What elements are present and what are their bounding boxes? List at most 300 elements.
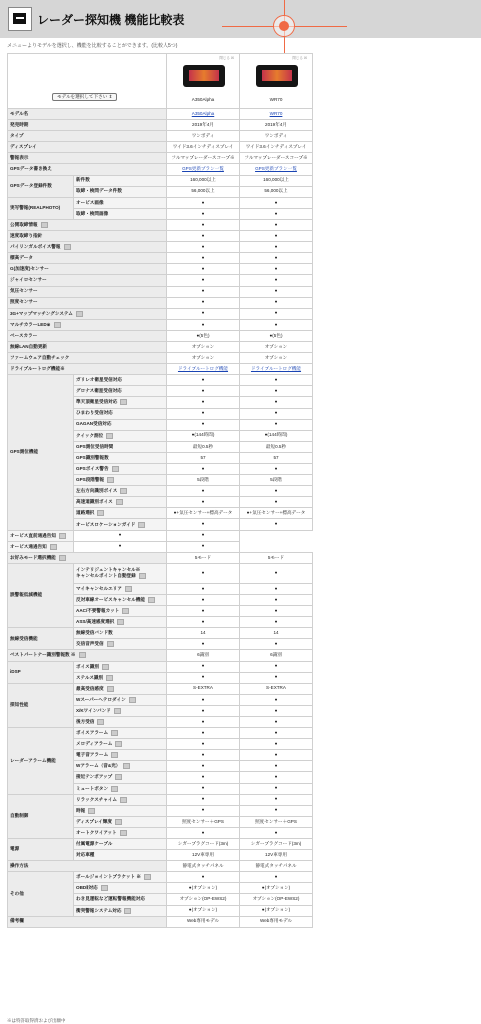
value-cell-1 bbox=[167, 364, 240, 375]
table-row bbox=[8, 628, 313, 639]
value-cell-2 bbox=[240, 186, 313, 197]
value-text: S-EXTRA bbox=[193, 685, 213, 691]
value-text: 最短0.5秒 bbox=[265, 443, 287, 449]
help-icon[interactable] bbox=[115, 741, 122, 747]
value-cell-1 bbox=[74, 530, 167, 541]
row-sub-text: 交信音声受信 bbox=[76, 641, 104, 647]
row-sub-label bbox=[74, 739, 167, 750]
row-sub-text: 最高受信感度 bbox=[76, 685, 104, 691]
value-cell-2 bbox=[240, 705, 313, 716]
value-text: ● bbox=[201, 254, 205, 260]
value-text: ● bbox=[201, 210, 205, 216]
row-sub-text: ボイス識別 bbox=[76, 663, 99, 669]
row-sub-text: オートクワイアット bbox=[76, 830, 117, 836]
value-cell-2 bbox=[240, 109, 313, 120]
table-row bbox=[8, 231, 313, 242]
value-cell-2 bbox=[240, 419, 313, 430]
value-cell-2 bbox=[240, 142, 313, 153]
close-icon[interactable]: 閉じる ☒ bbox=[292, 56, 307, 60]
value-text: 14 bbox=[273, 629, 279, 635]
row-sub-label bbox=[74, 606, 167, 617]
row-group-text: 照度センサー bbox=[10, 299, 38, 305]
row-sub-label bbox=[74, 772, 167, 783]
help-icon[interactable] bbox=[79, 652, 86, 658]
row-sub-text: 無線受信バンド数 bbox=[76, 629, 113, 635]
row-sub-text: マイキャンセルエリア bbox=[76, 586, 122, 592]
value-cell-2 bbox=[240, 916, 313, 927]
value-text: ● bbox=[274, 674, 278, 680]
help-icon[interactable] bbox=[102, 664, 109, 670]
value-text: ● bbox=[274, 521, 278, 527]
row-group-label bbox=[8, 175, 74, 197]
help-icon[interactable] bbox=[120, 830, 127, 836]
help-icon[interactable] bbox=[114, 708, 121, 714]
value-text: ● bbox=[274, 487, 278, 493]
value-cell-1 bbox=[167, 231, 240, 242]
help-icon[interactable] bbox=[76, 311, 83, 317]
row-group-label bbox=[8, 375, 74, 530]
value-link[interactable]: GPS更新プラン一覧 bbox=[182, 166, 224, 172]
value-text: シガープラグコード(3m) bbox=[177, 840, 229, 846]
value-text: ● bbox=[201, 718, 205, 724]
value-text: 2019年4月 bbox=[265, 121, 287, 127]
help-icon[interactable] bbox=[107, 686, 114, 692]
value-text: ワイド3.6インチディスプレイ bbox=[172, 144, 234, 150]
help-icon[interactable] bbox=[115, 774, 122, 780]
product-image bbox=[183, 65, 225, 87]
value-text: ● bbox=[274, 618, 278, 624]
row-sub-label bbox=[74, 583, 167, 594]
row-sub-label bbox=[8, 541, 74, 552]
row-group-text: 公開取締情報 bbox=[10, 222, 38, 228]
row-sub-label bbox=[74, 816, 167, 827]
value-cell-1 bbox=[167, 408, 240, 419]
value-text: ● bbox=[201, 421, 205, 427]
row-sub-label bbox=[74, 894, 167, 905]
value-text: ● bbox=[201, 729, 205, 735]
row-group-label bbox=[8, 219, 167, 230]
row-sub-text: リラックスチャイム bbox=[76, 796, 117, 802]
close-icon[interactable]: 閉じる ☒ bbox=[219, 56, 234, 60]
value-cell-2 bbox=[240, 716, 313, 727]
table-row bbox=[8, 861, 313, 872]
value-text: ● bbox=[274, 499, 278, 505]
row-group-text: 標高データ bbox=[10, 254, 33, 260]
row-sub-text: クイック測位 bbox=[76, 432, 104, 438]
row-group-text: その他 bbox=[10, 890, 24, 896]
value-cell-1 bbox=[167, 197, 240, 208]
value-cell-1 bbox=[167, 120, 240, 131]
value-text: ● bbox=[274, 696, 278, 702]
value-cell-1 bbox=[167, 805, 240, 816]
row-sub-label bbox=[74, 430, 167, 441]
row-sub-text: ガリレオ衛星受信対応 bbox=[76, 377, 122, 382]
row-group-label bbox=[8, 142, 167, 153]
row-group-text: 自動制御 bbox=[10, 813, 29, 819]
row-group-label bbox=[8, 552, 167, 563]
value-text: ● bbox=[201, 399, 205, 405]
value-text: ● bbox=[274, 729, 278, 735]
help-icon[interactable] bbox=[59, 533, 66, 539]
table-row bbox=[8, 661, 313, 672]
value-cell-1 bbox=[167, 606, 240, 617]
table-row bbox=[8, 275, 313, 286]
value-text: ● bbox=[274, 243, 278, 249]
table-row bbox=[8, 375, 313, 386]
value-link[interactable]: WR70 bbox=[269, 110, 283, 116]
value-cell-2 bbox=[240, 683, 313, 694]
row-group-text: ベストパートナー識別警報数 ※ bbox=[10, 652, 76, 658]
table-row bbox=[8, 219, 313, 230]
help-icon[interactable] bbox=[148, 597, 155, 603]
table-row bbox=[8, 839, 313, 850]
value-cell-2 bbox=[240, 164, 313, 175]
row-group-label bbox=[8, 364, 167, 375]
row-sub-label bbox=[74, 475, 167, 486]
value-text: ● bbox=[274, 321, 278, 327]
row-sub-label bbox=[74, 464, 167, 475]
row-sub-text: オービス通過告知 bbox=[10, 543, 47, 549]
row-sub-text: GPS測位受信時間 bbox=[76, 443, 114, 449]
help-icon[interactable] bbox=[120, 488, 127, 494]
help-icon[interactable] bbox=[111, 752, 118, 758]
value-text: ●(オプション) bbox=[188, 907, 218, 913]
value-cell-1 bbox=[167, 386, 240, 397]
value-text: ● bbox=[274, 377, 278, 382]
value-cell-1 bbox=[167, 916, 240, 927]
value-text: 5段階 bbox=[270, 476, 282, 482]
value-text: ● bbox=[201, 696, 205, 702]
row-sub-text: 左右方向識別ボイス bbox=[76, 488, 118, 494]
row-group-label bbox=[8, 253, 167, 264]
value-link[interactable]: ドライブルートログ機能 bbox=[177, 365, 229, 371]
value-text: ● bbox=[201, 521, 205, 527]
row-group-text: 警報表示 bbox=[10, 155, 29, 161]
value-text: ● bbox=[201, 707, 205, 713]
help-icon[interactable] bbox=[54, 322, 61, 328]
value-cell-2 bbox=[240, 430, 313, 441]
row-sub-text: 高速道識別ボイス bbox=[76, 499, 113, 505]
value-cell-2 bbox=[240, 905, 313, 916]
row-sub-label bbox=[74, 508, 167, 519]
value-cell-2 bbox=[240, 563, 313, 583]
row-group-label bbox=[8, 308, 167, 319]
help-icon[interactable] bbox=[123, 763, 130, 769]
row-sub-text: わき見運転など運転警報機能対応 bbox=[76, 896, 145, 902]
row-group-text: ディスプレイ bbox=[10, 144, 37, 150]
row-sub-label bbox=[74, 497, 167, 508]
help-icon[interactable] bbox=[120, 399, 127, 405]
row-group-text: GPS測位機能 bbox=[10, 449, 39, 455]
value-text: ● bbox=[274, 266, 278, 272]
value-text: ● bbox=[201, 596, 205, 602]
row-group-label bbox=[8, 341, 167, 352]
value-cell-1 bbox=[167, 153, 240, 164]
table-row bbox=[8, 153, 313, 164]
value-text: ● bbox=[274, 785, 278, 791]
table-row bbox=[8, 530, 313, 541]
help-icon[interactable] bbox=[101, 885, 108, 891]
row-sub-label bbox=[74, 594, 167, 605]
value-cell-1 bbox=[167, 275, 240, 286]
value-cell-2 bbox=[240, 131, 313, 142]
help-icon[interactable] bbox=[115, 819, 122, 825]
value-text: ● bbox=[201, 829, 205, 835]
table-row bbox=[8, 683, 313, 694]
value-cell-2 bbox=[240, 408, 313, 419]
value-text: オプション(OP-EWS2) bbox=[179, 896, 227, 902]
value-cell-2 bbox=[240, 650, 313, 661]
value-text: ワンボディ bbox=[191, 132, 215, 138]
help-icon[interactable] bbox=[97, 719, 104, 725]
value-cell-1 bbox=[167, 242, 240, 253]
value-text: ● bbox=[201, 785, 205, 791]
value-cell-1 bbox=[167, 109, 240, 120]
value-text: ● bbox=[201, 465, 205, 471]
value-text: 最短0.5秒 bbox=[192, 443, 214, 449]
product-cell-1 bbox=[167, 54, 240, 109]
row-group-label bbox=[8, 650, 167, 661]
row-group-text: GPSデータ書き換え bbox=[10, 166, 52, 172]
help-icon[interactable] bbox=[59, 555, 66, 561]
value-text: ● bbox=[201, 763, 205, 769]
value-cell-2 bbox=[240, 772, 313, 783]
help-icon[interactable] bbox=[117, 619, 124, 625]
help-icon[interactable] bbox=[88, 808, 95, 814]
value-text: Web専用モデル bbox=[186, 918, 220, 924]
value-cell-2 bbox=[240, 297, 313, 308]
row-sub-label bbox=[74, 794, 167, 805]
help-icon[interactable] bbox=[144, 874, 151, 880]
value-cell-2 bbox=[240, 872, 313, 883]
value-cell-1 bbox=[167, 628, 240, 639]
value-cell-2 bbox=[240, 253, 313, 264]
product-image bbox=[256, 65, 298, 87]
row-group-label bbox=[8, 109, 167, 120]
value-text: ワイド3.6インチディスプレイ bbox=[245, 144, 307, 150]
value-cell-2 bbox=[240, 628, 313, 639]
value-text: 5モード bbox=[267, 554, 285, 560]
value-cell-1 bbox=[167, 353, 240, 364]
value-cell-2 bbox=[240, 264, 313, 275]
help-icon[interactable] bbox=[97, 510, 104, 516]
row-group-label bbox=[8, 120, 167, 131]
value-cell-1 bbox=[167, 861, 240, 872]
value-cell-1 bbox=[167, 264, 240, 275]
value-cell-2 bbox=[240, 850, 313, 861]
row-sub-text: 取締・検問画像 bbox=[76, 210, 109, 216]
value-cell-1 bbox=[167, 739, 240, 750]
value-cell-2 bbox=[240, 617, 313, 628]
value-text: 57 bbox=[200, 454, 206, 460]
value-text: ● bbox=[201, 618, 205, 624]
row-sub-text: GAGAN受信対応 bbox=[76, 421, 112, 427]
value-cell-2 bbox=[240, 353, 313, 364]
value-cell-1 bbox=[167, 872, 240, 883]
row-sub-label bbox=[74, 397, 167, 408]
value-cell-1 bbox=[167, 519, 240, 530]
value-cell-1 bbox=[167, 783, 240, 794]
row-sub-label bbox=[74, 694, 167, 705]
table-row bbox=[8, 650, 313, 661]
help-icon[interactable] bbox=[107, 477, 114, 483]
model-select[interactable]: モデルを選択して下さい ⇕ bbox=[52, 93, 117, 102]
help-icon[interactable] bbox=[124, 908, 131, 914]
value-cell-1 bbox=[167, 186, 240, 197]
row-group-text: ジャイロセンサー bbox=[10, 277, 47, 283]
row-sub-text: オービス直前通過告知 bbox=[10, 532, 56, 538]
intro-text: メニューよりモデルを選択し、機能を比較することができます。(比較人5つ) bbox=[7, 43, 178, 49]
help-icon[interactable] bbox=[64, 244, 71, 250]
value-cell-1 bbox=[167, 728, 240, 739]
row-sub-label bbox=[74, 519, 167, 530]
value-text: 静電式タッチパネル bbox=[182, 862, 224, 868]
value-cell-1 bbox=[167, 850, 240, 861]
value-cell-1 bbox=[167, 375, 240, 386]
value-text: ●(オプション) bbox=[261, 885, 291, 891]
row-sub-text: 新件数 bbox=[76, 177, 90, 183]
help-icon[interactable] bbox=[111, 730, 118, 736]
row-group-label bbox=[8, 728, 74, 795]
value-text: ● bbox=[201, 674, 205, 680]
row-group-label bbox=[8, 872, 74, 916]
value-text: 56,000以上 bbox=[264, 188, 288, 194]
help-icon[interactable] bbox=[120, 797, 127, 803]
row-sub-text: オービス画像 bbox=[76, 199, 104, 205]
value-cell-1 bbox=[167, 761, 240, 772]
value-cell-1 bbox=[167, 464, 240, 475]
help-icon[interactable] bbox=[122, 608, 129, 614]
value-text: ● bbox=[201, 570, 205, 576]
value-cell-1 bbox=[167, 894, 240, 905]
value-text: ● bbox=[201, 499, 205, 505]
row-sub-text: OBDⅡ対応 bbox=[76, 885, 98, 891]
value-link[interactable]: A350Alpha bbox=[191, 110, 215, 116]
row-sub-label bbox=[74, 617, 167, 628]
value-text: 照度センサー＋GPS bbox=[182, 818, 224, 824]
value-link[interactable]: ドライブルートログ機能 bbox=[250, 365, 302, 371]
value-cell-1 bbox=[167, 816, 240, 827]
value-cell-2 bbox=[240, 197, 313, 208]
value-text: ● bbox=[274, 607, 278, 613]
value-cell-1 bbox=[167, 286, 240, 297]
help-icon[interactable] bbox=[125, 586, 132, 592]
value-cell-1 bbox=[167, 827, 240, 838]
value-text: ● bbox=[201, 221, 205, 227]
value-cell-1 bbox=[167, 208, 240, 219]
value-text: ● bbox=[274, 232, 278, 238]
value-cell-1 bbox=[167, 716, 240, 727]
row-sub-text: グロナス衛星受信対応 bbox=[76, 388, 122, 394]
model-select-cell bbox=[8, 54, 167, 109]
row-group-label bbox=[8, 353, 167, 364]
help-icon[interactable] bbox=[112, 466, 119, 472]
value-cell-1 bbox=[167, 750, 240, 761]
value-text: 160,000以上 bbox=[263, 177, 289, 183]
help-icon[interactable] bbox=[106, 675, 113, 681]
help-icon[interactable] bbox=[129, 697, 136, 703]
row-group-label bbox=[8, 264, 167, 275]
value-text: ● bbox=[274, 570, 278, 576]
row-sub-label bbox=[74, 563, 167, 583]
value-text: ●(5色) bbox=[196, 332, 210, 338]
value-cell-1 bbox=[167, 430, 240, 441]
row-sub-text: X/Kワインバンド bbox=[76, 708, 111, 714]
table-row bbox=[8, 308, 313, 319]
value-text: ● bbox=[201, 199, 205, 205]
value-text: ● bbox=[274, 707, 278, 713]
help-icon[interactable] bbox=[138, 522, 145, 528]
value-text: 12V車専用 bbox=[265, 851, 287, 857]
value-text: ● bbox=[118, 532, 122, 538]
value-text: ● bbox=[274, 752, 278, 757]
help-icon[interactable] bbox=[106, 433, 113, 439]
row-group-text: タイプ bbox=[10, 132, 24, 138]
value-text: ●(オプション) bbox=[261, 907, 291, 913]
value-cell-2 bbox=[240, 231, 313, 242]
value-text: 6識別 bbox=[197, 652, 209, 658]
table-row bbox=[8, 916, 313, 927]
value-text: 12V車専用 bbox=[192, 851, 214, 857]
row-sub-text: 対応車種 bbox=[76, 851, 95, 857]
row-sub-label bbox=[74, 783, 167, 794]
row-sub-label bbox=[74, 661, 167, 672]
value-text: 14 bbox=[200, 629, 206, 635]
row-sub-text: インテリジェントキャンセル※ キャンセルポイント自動登録 bbox=[76, 567, 141, 579]
row-sub-label bbox=[74, 386, 167, 397]
row-sub-text: ミュートボタン bbox=[76, 785, 109, 791]
row-group-label bbox=[8, 861, 167, 872]
table-row bbox=[8, 253, 313, 264]
help-icon[interactable] bbox=[107, 641, 114, 647]
help-icon[interactable] bbox=[111, 786, 118, 792]
row-group-text: G(加速度)センサー bbox=[10, 266, 49, 272]
help-icon[interactable] bbox=[116, 499, 123, 505]
value-cell-1 bbox=[167, 175, 240, 186]
row-group-label bbox=[8, 242, 167, 253]
help-icon[interactable] bbox=[50, 544, 57, 550]
row-group-text: 発売時期 bbox=[10, 121, 29, 127]
value-text: Web専用モデル bbox=[259, 918, 293, 924]
help-icon[interactable] bbox=[41, 222, 48, 228]
table-row bbox=[8, 286, 313, 297]
table-row bbox=[8, 142, 313, 153]
table-row bbox=[8, 728, 313, 739]
row-group-label bbox=[8, 628, 74, 650]
value-text: ● bbox=[201, 288, 205, 294]
row-sub-label bbox=[74, 375, 167, 386]
value-text: ● bbox=[201, 299, 205, 305]
value-cell-2 bbox=[240, 519, 313, 530]
value-cell-2 bbox=[240, 794, 313, 805]
value-text: ● bbox=[274, 199, 278, 205]
value-text: ● bbox=[274, 465, 278, 471]
value-cell-2 bbox=[240, 475, 313, 486]
value-text: ● bbox=[201, 585, 205, 591]
value-cell-2 bbox=[240, 375, 313, 386]
target-circle-icon bbox=[273, 15, 295, 37]
table-row bbox=[8, 175, 313, 186]
value-cell-2 bbox=[240, 783, 313, 794]
help-icon[interactable] bbox=[139, 573, 146, 579]
row-group-text: 備考欄 bbox=[10, 918, 24, 924]
table-row bbox=[8, 541, 313, 552]
value-link[interactable]: GPS更新プラン一覧 bbox=[255, 166, 297, 172]
value-text: ● bbox=[201, 796, 205, 802]
row-sub-text: 反対車線オービスキャンセル機能 bbox=[76, 597, 145, 603]
value-cell-2 bbox=[240, 839, 313, 850]
row-group-text: 操作方法 bbox=[10, 862, 29, 868]
